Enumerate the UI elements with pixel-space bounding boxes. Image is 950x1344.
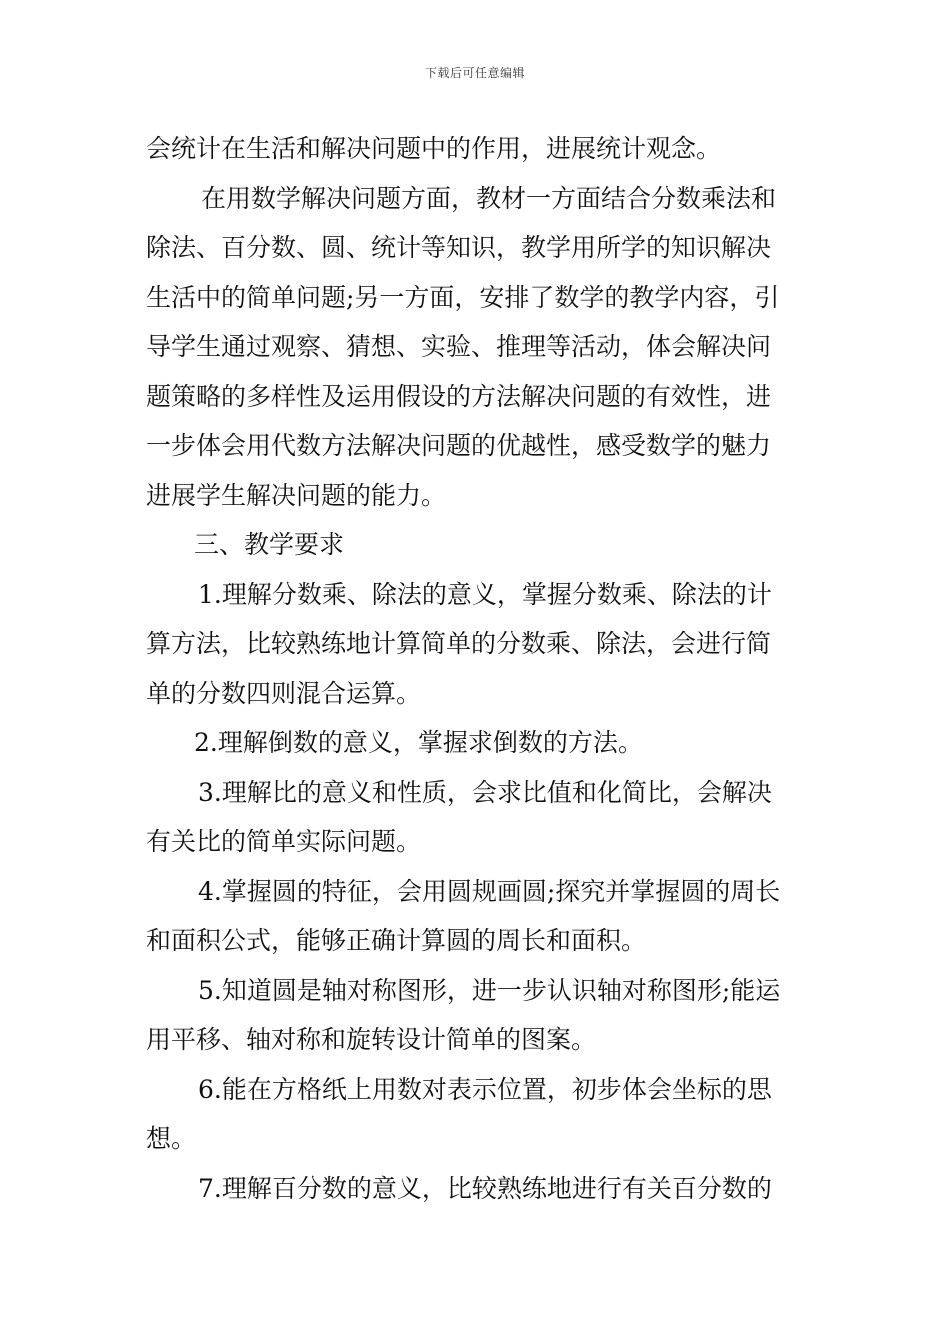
document-body (146, 124, 808, 1213)
list-item-6: 6.能在方格纸上用数对表示位置，初步体会坐标的思 (198, 1074, 772, 1104)
section-heading: 三、教学要求 (194, 530, 345, 559)
text-line: 和面积公式，能够正确计算圆的周长和面积。 (146, 926, 647, 955)
list-item-4: 4.掌握圆的特征，会用圆规画圆;探究并掌握圆的周长 (198, 876, 781, 906)
text-line: 一步体会用代数方法解决问题的优越性，感受数学的魅力 (146, 431, 772, 460)
text-line: 导学生通过观察、猜想、实验、推理等活动，体会解决问 (146, 332, 772, 361)
text-line: 题策略的多样性及运用假设的方法解决问题的有效性，进 (146, 381, 772, 411)
text-line: 进展学生解决问题的能力。 (146, 480, 447, 510)
text-line: 除法、百分数、圆、统计等知识，教学用所学的知识解决 (146, 233, 772, 262)
list-item-3: 3.理解比的意义和性质，会求比值和化简比，会解决 (198, 777, 772, 807)
text-line: 想。 (146, 1124, 197, 1153)
list-item-1: 1.理解分数乘、除法的意义，掌握分数乘、除法的计 (198, 579, 772, 609)
text-line: 用平移、轴对称和旋转设计简单的图案。 (146, 1025, 597, 1054)
text-line: 生活中的简单问题;另一方面，安排了数学的教学内容，引 (146, 282, 780, 312)
list-item-7: 7.理解百分数的意义，比较熟练地进行有关百分数的 (198, 1173, 772, 1203)
page-header-note: 下载后可任意编辑 (424, 66, 525, 80)
text-line: 会统计在生活和解决问题中的作用，进展统计观念。 (146, 134, 722, 163)
text-line: 算方法，比较熟练地计算简单的分数乘、除法，会进行简 (146, 629, 772, 658)
list-item-2: 2.理解倒数的意义，掌握求倒数的方法。 (194, 728, 643, 757)
text-line: 单的分数四则混合运算。 (146, 678, 422, 708)
text-line: 有关比的简单实际问题。 (146, 827, 422, 856)
list-item-5: 5.知道圆是轴对称图形，进一步认识轴对称图形;能运 (198, 975, 781, 1005)
paragraph-start-line: 在用数学解决问题方面，教材一方面结合分数乘法和 (201, 183, 777, 213)
